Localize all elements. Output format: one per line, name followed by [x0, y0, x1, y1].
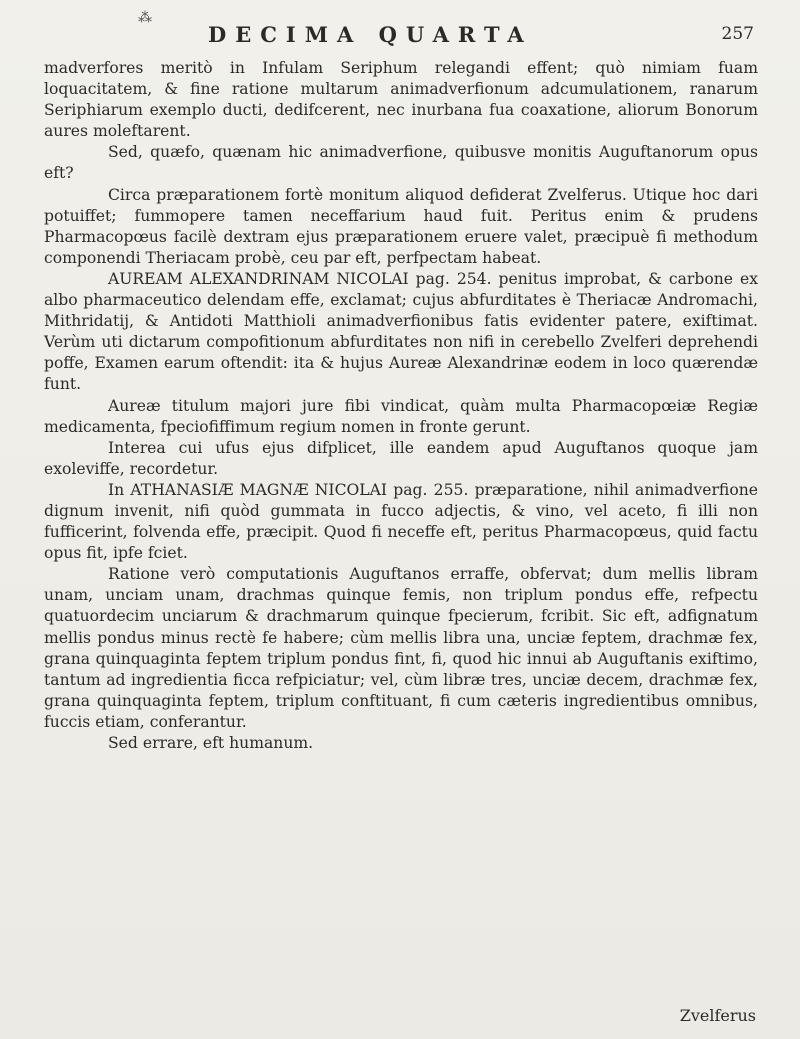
catchword: Zvelferus [679, 1006, 756, 1025]
running-title: DECIMA QUARTA [208, 22, 533, 47]
paragraph: Aureæ titulum majori jure fibi vindicat, quàm multa Pharmacopœiæ Regiæ medicamenta, fpeciofiffimum regium nomen in fronte gerunt. [44, 396, 758, 436]
ornament-glyph: ⁂ [138, 10, 152, 26]
paragraph: madverfores meritò in Infulam Seriphum relegandi effent; quò nimiam fuam loquacitatem, & fine ratione multarum animadverfionum adcumulationem, ranarum Seriphiarum exemplo ducti, dedifcerent, nec inurbana fua coaxatione, aliorum Bonorum aures moleftarent. [44, 59, 758, 141]
page-header [40, 10, 760, 54]
paragraph: Circa præparationem fortè monitum aliquod defiderat Zvelferus. Utique hoc dari potuiffet; fummopere tamen neceffarium haud fuit. Peritus enim & prudens Pharmacopœus facilè dextram ejus præparationem eruere valet, præcipuè fi methodum componendi Theriacam probè, ceu par eft, perfpectam habeat. [44, 185, 758, 267]
paragraph: AUREAM ALEXANDRINAM NICOLAI pag. 254. penitus improbat, & carbone ex albo pharmaceutico delendam effe, exclamat; cujus abfurditates è Theriacæ Andromachi, Mithridatij, & Antidoti Matthioli animadverfionibus fatis evidenter patere, exiftimat. Verùm uti dictarum compofitionum abfurditates non nifi in cerebello Zvelferi deprehendi poffe, Examen earum oftendit: ita & hujus Aureæ Alexandrinæ eodem in loco quærendæ funt. [44, 269, 758, 394]
body-text [44, 58, 758, 754]
paragraph: Sed errare, eft humanum. [108, 734, 314, 752]
paragraph: In ATHANASIÆ MAGNÆ NICOLAI pag. 255. præparatione, nihil animadverfione dignum invenit, nifi quòd gummata in fucco adjectis, & vino, vel aceto, fi illi non fufficerint, folvenda effe, præcipit. Quod fi neceffe eft, peritus Pharmacopœus, quid factu opus fit, ipfe fciet. [44, 480, 758, 563]
paragraph: Interea cui ufus ejus difplicet, ille eandem apud Auguftanos quoque jam exoleviffe, recordetur. [44, 438, 758, 478]
paragraph: Sed, quæfo, quænam hic animadverfione, quibusve monitis Auguftanorum opus eft? [44, 143, 758, 183]
page-number: 257 [721, 24, 754, 44]
paragraph: Ratione verò computationis Auguftanos erraffe, obfervat; dum mellis libram unam, unciam unam, drachmas quinque femis, non triplum pondus effe, refpectu quatuordecim unciarum & drachmarum quinque fpecierum, fcribit. Sic eft, adfignatum mellis pondus minus rectè fe habere; cùm mellis libra una, unciæ feptem, drachmæ fex, grana quinquaginta feptem triplum pondus fint, fi, quod hic innui ab Auguftanis exiftimo, tantum ad ingredientia ficca refpiciatur; vel, cùm libræ tres, unciæ decem, drachmæ fex, grana quinquaginta feptem, triplum conftituant, fi cum cæteris ingredientibus omnibus, fuccis etiam, conferantur. [44, 565, 758, 731]
